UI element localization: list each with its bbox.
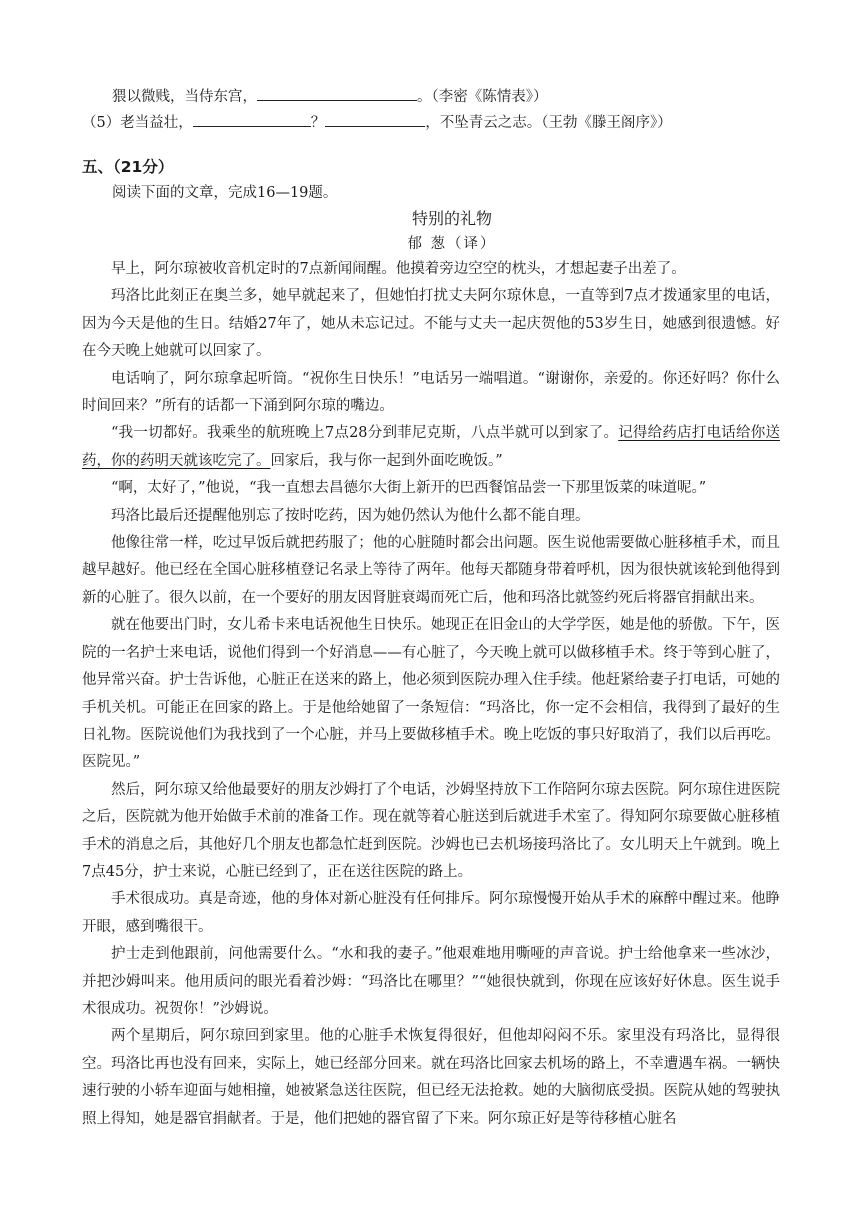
article-paragraph: 玛洛比此刻正在奥兰多，她早就起来了，但她怕打扰丈夫阿尔琼休息，一直等到7点才拨通家里的电话，因为今天是他的生日。结婚27年了，她从未忘记过。不能与丈夫一起庆贺他的53岁生日，她感到很遗憾。好在今天晚上她就可以回家了。 — [82, 288, 780, 360]
article-paragraph: 他像往常一样，吃过早饭后就把药服了；他的心脏随时都会出问题。医生说他需要做心脏移植手术，而且越早越好。他已经在全国心脏移植登记名录上等待了两年。他每天都随身带着呼机，因为很快就该轮到他得到新的心脏了。很久以前，在一个要好的朋友因肾脏衰竭而死亡后，他和玛洛比就签约死后将器官捐献出来。 — [82, 535, 780, 606]
article-title: 特别的礼物 — [411, 209, 492, 228]
article-paragraph: 玛洛比最后还提醒他别忘了按时吃药，因为她仍然认为他什么都不能自理。 — [111, 507, 590, 524]
section-heading: 五、（21分） — [82, 158, 174, 176]
article-paragraph: 两个星期后，阿尔琼回到家里。他的心脏手术恢复得很好，但他却闷闷不乐。家里没有玛洛比，显得很空。玛洛比再也没有回来，实际上，她已经部分回来。就在玛洛比回家去机场的路上，不幸遭遇车祸。一辆快速行驶的小轿车迎面与她相撞，她被紧急送往医院，但已经无法抢救。她的大脑彻底受损。医院从她的驾驶执照上得知，她是器官捐献者。于是，他们把她的器官留了下来。阿尔琼正好是等待移植心脏名 — [82, 1028, 780, 1127]
article-paragraph: 早上，阿尔琼被收音机定时的7点新闻闹醒。他摸着旁边空空的枕头，才想起妻子出差了。 — [111, 261, 686, 277]
article-author: 郁 葱（译） — [407, 236, 497, 252]
fill-in-text: （5）老当益壮， — [82, 115, 193, 131]
fill-in-text: 猥以微贱，当侍东宫， — [112, 89, 257, 105]
fill-in-line-1 — [82, 84, 782, 110]
fill-in-line-2 — [82, 110, 782, 136]
answer-blank[interactable] — [257, 85, 417, 101]
fill-in-text: 。（李密《陈情表》） — [417, 89, 548, 105]
paragraph-text: “我一切都好。我乘坐的航班晚上7点28分到菲尼克斯，八点半就可以到家了。 — [111, 425, 619, 442]
article-paragraph: “啊，太好了，”他说，“我一直想去昌德尔大街上新开的巴西餐馆品尝一下那里饭菜的味道呢。” — [111, 480, 707, 497]
paragraph-text: 回家后，我与你一起到外面吃晚饭。” — [270, 452, 503, 469]
section-instruction: 阅读下面的文章，完成16—19题。 — [112, 185, 338, 201]
fill-in-text: ？ — [310, 115, 326, 131]
article-paragraph: 就在他要出门时，女儿希卡来电话祝他生日快乐。她现正在旧金山的大学学医，她是他的骄傲。下午，医院的一名护士来电话，说他们得到一个好消息——有心脏了，今天晚上就可以做移植手术。终于等到心脏了，他异常兴奋。护士告诉他，心脏正在送来的路上，他必须到医院办理入住手续。他赶紧给妻子打电话，可她的手机关机。可能正在回家的路上。于是他给她留了一条短信：“玛洛比，你一定不会相信，我得到了最好的生日礼物。医院说他们为我找到了一个心脏，并马上要做移植手术。晚上吃饭的事只好取消了，我们以后再吃。医院见。” — [82, 617, 780, 771]
article-paragraph-underlined — [82, 420, 780, 475]
underlined-sentence: 记得给药店打电话给你送药，你的药明天就该吃完了。 — [82, 425, 780, 469]
article-paragraph: 然后，阿尔琼又给他最要好的朋友沙姆打了个电话，沙姆坚持放下工作陪阿尔琼去医院。阿尔琼住进医院之后，医院就为他开始做手术前的准备工作。现在就等着心脏送到后就进手术室了。得知阿尔琼要做心脏移植手术的消息之后，其他好几个朋友也都急忙赶到医院。沙姆也已去机场接玛洛比了。女儿明天上午就到。晚上7点45分，护士来说，心脏已经到了，正在送往医院的路上。 — [82, 781, 780, 880]
fill-in-text: ，不坠青云之志。（王勃《滕王阁序》） — [425, 115, 672, 131]
article-paragraph: 电话响了，阿尔琼拿起听筒。“祝你生日快乐！”电话另一端唱道。“谢谢你，亲爱的。你还好吗？你什么时间回来？”所有的话都一下涌到阿尔琼的嘴边。 — [82, 370, 780, 415]
answer-blank[interactable] — [193, 111, 311, 127]
answer-blank[interactable] — [325, 111, 425, 127]
document-page — [82, 84, 782, 1133]
article-paragraph: 手术很成功。真是奇迹，他的身体对新心脏没有任何排斥。阿尔琼慢慢开始从手术的麻醉中醒过来。他睁开眼，感到嘴很干。 — [82, 891, 780, 935]
article-paragraph: 护士走到他跟前，问他需要什么。“水和我的妻子。”他艰难地用嘶哑的声音说。护士给他拿来一些冰沙，并把沙姆叫来。他用质问的眼光看着沙姆：“玛洛比在哪里？”“她很快就到，你现在应该好好休息。医生说手术很成功。祝贺你！”沙姆说。 — [82, 946, 780, 1017]
